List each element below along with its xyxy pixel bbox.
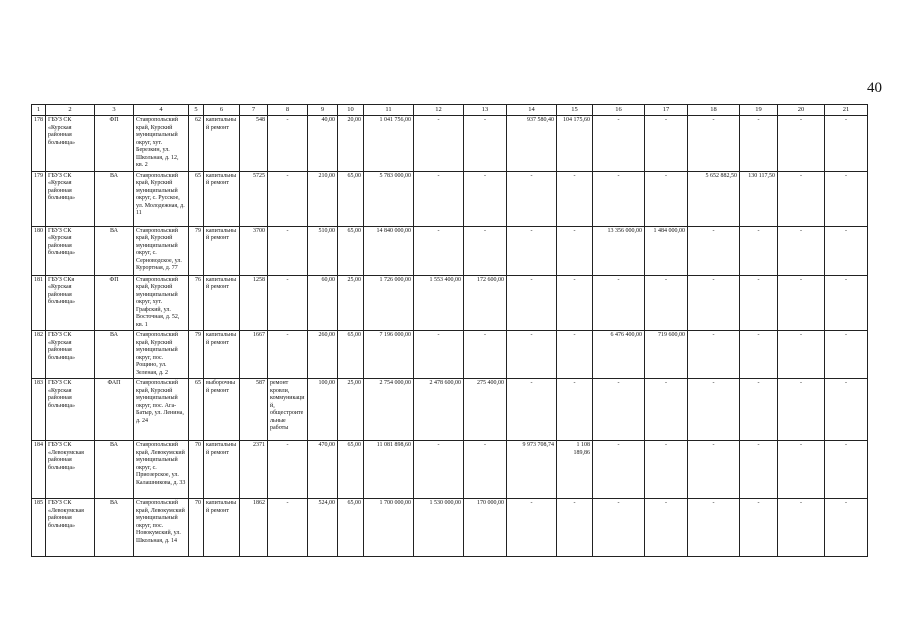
column-header: 15 <box>557 105 593 116</box>
table-cell: - <box>414 441 464 499</box>
table-cell: - <box>557 379 593 441</box>
table-cell: 181 <box>32 275 46 331</box>
table-cell: 1 530 000,00 <box>414 499 464 557</box>
table-cell: - <box>740 116 778 172</box>
table-cell: - <box>464 226 507 275</box>
table-cell: 11 081 898,60 <box>364 441 414 499</box>
table-cell: 7 196 000,00 <box>364 331 414 379</box>
table-cell: - <box>268 171 308 226</box>
table-cell: - <box>688 275 740 331</box>
table-cell: - <box>778 116 825 172</box>
table-cell: - <box>464 331 507 379</box>
table-cell: 3700 <box>240 226 268 275</box>
table-cell: - <box>645 171 688 226</box>
table-cell: - <box>740 441 778 499</box>
table-cell: - <box>778 171 825 226</box>
table-cell: 70 <box>189 499 204 557</box>
table-cell: капитальный ремонт <box>204 441 240 499</box>
table-cell: - <box>593 499 645 557</box>
table-cell: ГБУЗ СК «Курская районная больница» <box>46 379 95 441</box>
table-cell: Ставропольский край, Курский муниципальный округ, с. Серноводское, ул. Курортная, д. 77 <box>134 226 189 275</box>
table-cell: 6 476 400,00 <box>593 331 645 379</box>
table-cell: ГБУЗ СК «Курская районная больница» <box>46 171 95 226</box>
table-cell: - <box>645 116 688 172</box>
column-header: 18 <box>688 105 740 116</box>
table-cell: - <box>593 116 645 172</box>
table-cell: 1 041 756,00 <box>364 116 414 172</box>
table-cell: - <box>464 116 507 172</box>
table-cell: ГБУЗ СКя «Курская районная больница» <box>46 275 95 331</box>
table-cell: - <box>778 226 825 275</box>
table-cell: Ставропольский край, Курский муниципальный округ, хут. Графский, ул. Восточная, д. 52, кв. 1 <box>134 275 189 331</box>
table-cell: капитальный ремонт <box>204 226 240 275</box>
table-cell: 100,00 <box>308 379 338 441</box>
table-cell: 9 973 708,74 <box>507 441 557 499</box>
table-cell: 1 108 189,86 <box>557 441 593 499</box>
table-cell: - <box>593 171 645 226</box>
table-cell: - <box>825 379 868 441</box>
table-cell: - <box>464 171 507 226</box>
column-header: 21 <box>825 105 868 116</box>
table-cell: 524,00 <box>308 499 338 557</box>
table-cell: - <box>268 226 308 275</box>
table-cell: - <box>740 226 778 275</box>
table-cell: - <box>688 116 740 172</box>
table-cell: ВА <box>95 499 134 557</box>
column-header: 20 <box>778 105 825 116</box>
table-cell: 1667 <box>240 331 268 379</box>
table-cell: 65,00 <box>338 171 364 226</box>
table-row <box>32 441 868 499</box>
table-cell: - <box>688 226 740 275</box>
table-cell: - <box>507 499 557 557</box>
table-cell: - <box>645 379 688 441</box>
table-cell: 5 783 000,00 <box>364 171 414 226</box>
table-cell: - <box>688 499 740 557</box>
table-cell: - <box>593 275 645 331</box>
column-header: 7 <box>240 105 268 116</box>
table-row <box>32 275 868 331</box>
column-header: 13 <box>464 105 507 116</box>
table-cell: 2 754 000,00 <box>364 379 414 441</box>
table-cell: 937 580,40 <box>507 116 557 172</box>
table-cell: 179 <box>32 171 46 226</box>
table-cell: - <box>825 275 868 331</box>
column-header: 10 <box>338 105 364 116</box>
table-cell: капитальный ремонт <box>204 171 240 226</box>
table-cell: 65 <box>189 379 204 441</box>
table-cell: 40,00 <box>308 116 338 172</box>
table-cell: - <box>593 441 645 499</box>
table-cell: - <box>825 441 868 499</box>
table-cell: - <box>557 499 593 557</box>
table-cell: 1 700 000,00 <box>364 499 414 557</box>
table-cell: - <box>825 116 868 172</box>
table-cell: 185 <box>32 499 46 557</box>
column-header: 8 <box>268 105 308 116</box>
table-cell: 548 <box>240 116 268 172</box>
table-cell: - <box>507 331 557 379</box>
table-cell: ГБУЗ СК «Левокумская районная больница» <box>46 441 95 499</box>
table-cell: выборочный ремонт <box>204 379 240 441</box>
table-cell: 70 <box>189 441 204 499</box>
table-cell: 275 400,00 <box>464 379 507 441</box>
table-cell: 13 356 000,00 <box>593 226 645 275</box>
page-number: 40 <box>867 80 882 96</box>
table-cell: - <box>557 226 593 275</box>
table-cell: Ставропольский край, Левокумский муниципальный округ, с. Приозерское, ул. Калашникова, д. 33 <box>134 441 189 499</box>
table-cell: - <box>464 441 507 499</box>
table-cell: 65,00 <box>338 441 364 499</box>
table-cell: 178 <box>32 116 46 172</box>
table-cell: - <box>507 275 557 331</box>
header-row <box>32 105 868 116</box>
table-cell: - <box>778 379 825 441</box>
table-cell: - <box>825 226 868 275</box>
column-header: 2 <box>46 105 95 116</box>
column-header: 14 <box>507 105 557 116</box>
table-cell: 104 175,60 <box>557 116 593 172</box>
table-cell: 260,00 <box>308 331 338 379</box>
column-header: 17 <box>645 105 688 116</box>
table-cell: - <box>825 171 868 226</box>
column-header: 3 <box>95 105 134 116</box>
table-cell: 510,00 <box>308 226 338 275</box>
column-header: 5 <box>189 105 204 116</box>
table-cell: Ставропольский край, Курский муниципальный округ, пос. Ага-Батыр, ул. Ленина, д. 24 <box>134 379 189 441</box>
table-cell: - <box>645 275 688 331</box>
table-row <box>32 116 868 172</box>
table-cell: Ставропольский край, Курский муниципальный округ, с. Русское, ул. Молодежная, д. 11 <box>134 171 189 226</box>
table-cell: - <box>645 499 688 557</box>
table-cell: - <box>507 171 557 226</box>
table-cell: 5725 <box>240 171 268 226</box>
table-cell: 65,00 <box>338 331 364 379</box>
column-header: 19 <box>740 105 778 116</box>
table-cell: 65 <box>189 171 204 226</box>
table-cell: 170 000,00 <box>464 499 507 557</box>
table-cell: - <box>414 116 464 172</box>
table-cell: капитальный ремонт <box>204 116 240 172</box>
table-cell: ГБУЗ СК «Курская районная больница» <box>46 331 95 379</box>
table-cell: 172 600,00 <box>464 275 507 331</box>
table-cell: 182 <box>32 331 46 379</box>
table-cell: - <box>557 275 593 331</box>
table-cell: 14 840 000,00 <box>364 226 414 275</box>
table-cell: 20,00 <box>338 116 364 172</box>
table-row <box>32 226 868 275</box>
table-cell: - <box>740 331 778 379</box>
table-cell: 25,00 <box>338 275 364 331</box>
table-cell: ФАП <box>95 379 134 441</box>
table-row <box>32 499 868 557</box>
table-cell: - <box>414 226 464 275</box>
table-cell: - <box>645 441 688 499</box>
column-header: 4 <box>134 105 189 116</box>
table-cell: 587 <box>240 379 268 441</box>
table-cell: ГБУЗ СК «Курская районная больница» <box>46 116 95 172</box>
table-cell: 184 <box>32 441 46 499</box>
table-cell: - <box>778 331 825 379</box>
table-row <box>32 171 868 226</box>
table-cell: - <box>825 499 868 557</box>
column-header: 16 <box>593 105 645 116</box>
table-cell: - <box>740 275 778 331</box>
table-cell: 1258 <box>240 275 268 331</box>
table-cell: - <box>507 226 557 275</box>
table-cell: - <box>414 331 464 379</box>
table-cell: 65,00 <box>338 499 364 557</box>
table-cell: 65,00 <box>338 226 364 275</box>
table-cell: - <box>268 499 308 557</box>
table-cell: 5 652 882,50 <box>688 171 740 226</box>
table-cell: 2371 <box>240 441 268 499</box>
table-cell: ВА <box>95 226 134 275</box>
table-cell: ремонт кровли, коммуникаций, общестроительные работы <box>268 379 308 441</box>
table-cell: - <box>268 331 308 379</box>
table-cell: 25,00 <box>338 379 364 441</box>
table-cell: ФП <box>95 116 134 172</box>
table-cell: 79 <box>189 331 204 379</box>
table-cell: - <box>688 379 740 441</box>
table-cell: - <box>268 441 308 499</box>
table-cell: 183 <box>32 379 46 441</box>
table-cell: 1 553 400,00 <box>414 275 464 331</box>
table-cell: ГБУЗ СК «Левокумская районная больница» <box>46 499 95 557</box>
table-cell: 130 117,50 <box>740 171 778 226</box>
table-cell: ВА <box>95 331 134 379</box>
table-cell: 719 600,00 <box>645 331 688 379</box>
table-cell: 1 726 000,00 <box>364 275 414 331</box>
table-cell: - <box>825 331 868 379</box>
table-cell: - <box>268 275 308 331</box>
table-cell: 210,00 <box>308 171 338 226</box>
table-cell: 62 <box>189 116 204 172</box>
table-cell: ВА <box>95 171 134 226</box>
table-cell: Ставропольский край, Курский муниципальный округ, хут. Березкин, ул. Школьная, д. 12, кв. 2 <box>134 116 189 172</box>
table-row <box>32 331 868 379</box>
table-cell: - <box>688 441 740 499</box>
data-table <box>31 104 868 557</box>
table-cell: - <box>557 331 593 379</box>
table-cell: - <box>593 379 645 441</box>
table-cell: - <box>778 499 825 557</box>
table-cell: 2 478 600,00 <box>414 379 464 441</box>
table-cell: капитальный ремонт <box>204 499 240 557</box>
table-cell: ВА <box>95 441 134 499</box>
table-cell: ГБУЗ СК «Курская районная больница» <box>46 226 95 275</box>
table-cell: 1 484 000,00 <box>645 226 688 275</box>
table-cell: 470,00 <box>308 441 338 499</box>
table-cell: - <box>557 171 593 226</box>
table-cell: Ставропольский край, Курский муниципальный округ, пос. Рощино, ул. Зеленая, д. 2 <box>134 331 189 379</box>
table-cell: - <box>778 441 825 499</box>
table-cell: 79 <box>189 226 204 275</box>
column-header: 12 <box>414 105 464 116</box>
table-cell: ФП <box>95 275 134 331</box>
table-cell: - <box>740 499 778 557</box>
column-header: 9 <box>308 105 338 116</box>
table-cell: 76 <box>189 275 204 331</box>
table-body <box>32 116 868 557</box>
table-cell: - <box>507 379 557 441</box>
table-cell: - <box>688 331 740 379</box>
table-cell: Ставропольский край, Левокумский муниципальный округ, пос. Новокумский, ул. Школьная, д. 14 <box>134 499 189 557</box>
column-header: 6 <box>204 105 240 116</box>
table-cell: 180 <box>32 226 46 275</box>
table-cell: - <box>778 275 825 331</box>
table-cell: капитальный ремонт <box>204 275 240 331</box>
table-cell: 60,00 <box>308 275 338 331</box>
table-cell: 1862 <box>240 499 268 557</box>
table-cell: - <box>414 171 464 226</box>
table-row <box>32 379 868 441</box>
column-header: 11 <box>364 105 414 116</box>
table-cell: капитальный ремонт <box>204 331 240 379</box>
table-cell: - <box>268 116 308 172</box>
table-cell: - <box>740 379 778 441</box>
column-header: 1 <box>32 105 46 116</box>
